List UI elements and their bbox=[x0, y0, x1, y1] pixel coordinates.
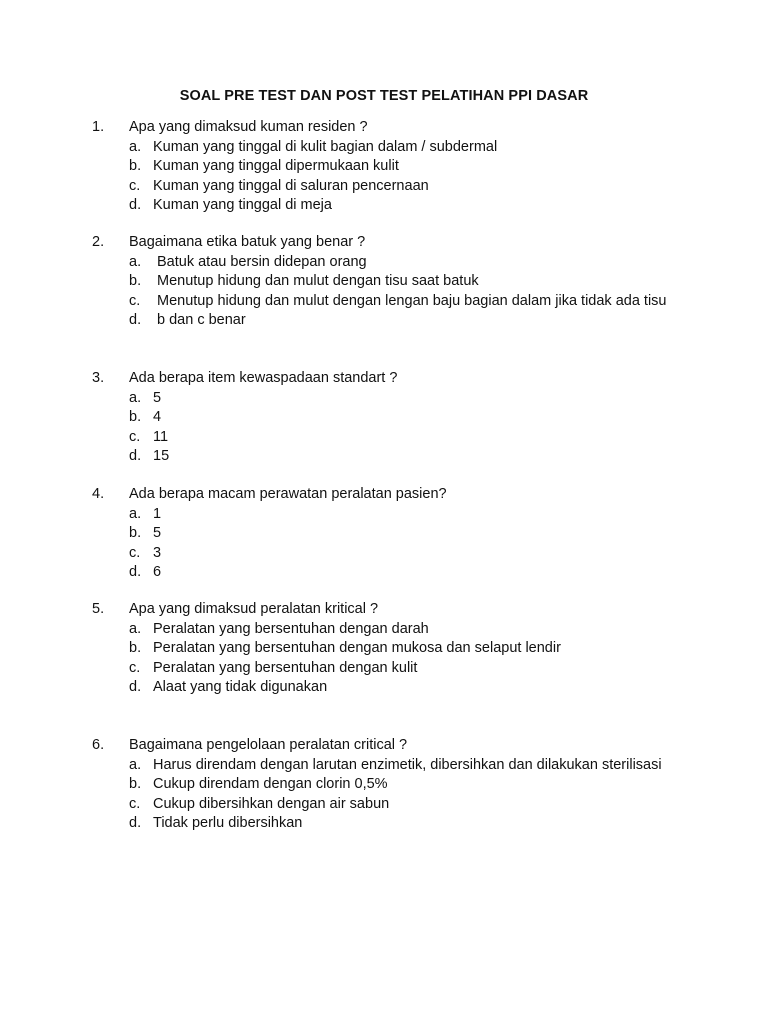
option-text: Batuk atau bersin didepan orang bbox=[157, 253, 367, 270]
option-text: Cukup direndam dengan clorin 0,5% bbox=[153, 776, 388, 792]
option-c bbox=[92, 177, 676, 197]
options-list bbox=[92, 253, 676, 331]
question-header bbox=[92, 485, 676, 505]
question-header bbox=[92, 118, 676, 138]
option-letter: d. bbox=[129, 197, 142, 213]
question-text: Apa yang dimaksud kuman residen ? bbox=[129, 119, 368, 135]
question-header bbox=[92, 736, 676, 756]
option-text: Kuman yang tinggal di kulit bagian dalam / subdermal bbox=[153, 138, 498, 155]
question-number: 5. bbox=[92, 601, 105, 617]
option-letter: b. bbox=[129, 640, 142, 656]
option-letter: c. bbox=[129, 292, 141, 309]
option-letter: b. bbox=[129, 776, 142, 792]
option-b bbox=[92, 272, 676, 292]
option-c bbox=[92, 795, 676, 815]
option-text: Alaat yang tidak digunakan bbox=[153, 679, 328, 695]
option-d bbox=[92, 196, 676, 216]
option-a bbox=[92, 253, 676, 273]
option-b bbox=[92, 639, 676, 659]
option-text: Kuman yang tinggal dipermukaan kulit bbox=[153, 158, 399, 174]
question-text: Bagaimana etika batuk yang benar ? bbox=[129, 234, 366, 250]
question-3 bbox=[92, 369, 676, 467]
option-text: Cukup dibersihkan dengan air sabun bbox=[153, 795, 390, 812]
option-c bbox=[92, 659, 676, 679]
option-b bbox=[92, 408, 676, 428]
option-c bbox=[92, 292, 676, 312]
option-text: Harus direndam dengan larutan enzimetik, dibersihkan dan dilakukan sterilisasi bbox=[153, 756, 662, 773]
option-a bbox=[92, 505, 676, 525]
option-b bbox=[92, 524, 676, 544]
option-letter: c. bbox=[129, 659, 141, 676]
question-4 bbox=[92, 485, 676, 583]
option-letter: c. bbox=[129, 544, 141, 561]
question-number: 6. bbox=[92, 737, 105, 753]
question-text: Ada berapa macam perawatan peralatan pasien? bbox=[129, 486, 447, 502]
option-d bbox=[92, 311, 676, 331]
option-letter: d. bbox=[129, 815, 142, 831]
option-a bbox=[92, 756, 676, 776]
question-number: 1. bbox=[92, 119, 105, 135]
question-5 bbox=[92, 600, 676, 698]
question-2 bbox=[92, 233, 676, 331]
option-text: 5 bbox=[153, 525, 162, 541]
option-text: Peralatan yang bersentuhan dengan darah bbox=[153, 620, 429, 637]
option-text: Kuman yang tinggal di meja bbox=[153, 197, 332, 213]
option-letter: b. bbox=[129, 409, 142, 425]
question-text: Apa yang dimaksud peralatan kritical ? bbox=[129, 601, 379, 617]
option-text: Peralatan yang bersentuhan dengan mukosa dan selaput lendir bbox=[153, 640, 561, 656]
option-letter: a. bbox=[129, 620, 142, 637]
option-a bbox=[92, 138, 676, 158]
question-6 bbox=[92, 736, 676, 834]
option-text: 3 bbox=[153, 544, 162, 561]
option-d bbox=[92, 678, 676, 698]
question-header bbox=[92, 233, 676, 253]
question-text: Bagaimana pengelolaan peralatan critical ? bbox=[129, 737, 408, 753]
question-text: Ada berapa item kewaspadaan standart ? bbox=[129, 370, 398, 386]
option-text: Kuman yang tinggal di saluran pencernaan bbox=[153, 177, 429, 194]
option-d bbox=[92, 814, 676, 834]
document-title: SOAL PRE TEST DAN POST TEST PELATIHAN PPI DASAR bbox=[179, 88, 589, 104]
option-b bbox=[92, 775, 676, 795]
options-list bbox=[92, 138, 676, 216]
option-letter: b. bbox=[129, 525, 142, 541]
option-c bbox=[92, 428, 676, 448]
question-number: 4. bbox=[92, 486, 105, 502]
option-text: 4 bbox=[153, 409, 162, 425]
option-letter: a. bbox=[129, 505, 142, 522]
option-text: Menutup hidung dan mulut dengan lengan baju bagian dalam jika tidak ada tisu bbox=[157, 292, 667, 309]
question-1 bbox=[92, 118, 676, 216]
option-letter: c. bbox=[129, 795, 141, 812]
question-header bbox=[92, 369, 676, 389]
question-header bbox=[92, 600, 676, 620]
option-letter: b. bbox=[129, 158, 142, 174]
option-text: 6 bbox=[153, 564, 162, 580]
option-c bbox=[92, 544, 676, 564]
options-list bbox=[92, 620, 676, 698]
option-letter: a. bbox=[129, 756, 142, 773]
option-text: 5 bbox=[153, 389, 162, 406]
option-text: 11 bbox=[153, 428, 169, 445]
option-text: 15 bbox=[153, 448, 170, 464]
option-letter: c. bbox=[129, 177, 141, 194]
option-text: Menutup hidung dan mulut dengan tisu saat batuk bbox=[157, 273, 479, 289]
option-a bbox=[92, 620, 676, 640]
option-letter: a. bbox=[129, 389, 142, 406]
option-letter: d. bbox=[129, 448, 142, 464]
option-letter: d. bbox=[129, 679, 142, 695]
option-letter: d. bbox=[129, 564, 142, 580]
option-letter: a. bbox=[129, 138, 142, 155]
option-text: Tidak perlu dibersihkan bbox=[153, 815, 303, 831]
options-list bbox=[92, 389, 676, 467]
option-b bbox=[92, 157, 676, 177]
option-letter: d. bbox=[129, 312, 142, 328]
option-d bbox=[92, 447, 676, 467]
option-text: 1 bbox=[153, 505, 162, 522]
option-a bbox=[92, 389, 676, 409]
question-number: 2. bbox=[92, 234, 105, 250]
option-d bbox=[92, 563, 676, 583]
option-text: b dan c benar bbox=[157, 312, 246, 328]
option-letter: c. bbox=[129, 428, 141, 445]
option-text: Peralatan yang bersentuhan dengan kulit bbox=[153, 659, 418, 676]
options-list bbox=[92, 756, 676, 834]
question-number: 3. bbox=[92, 370, 105, 386]
option-letter: b. bbox=[129, 273, 142, 289]
options-list bbox=[92, 505, 676, 583]
option-letter: a. bbox=[129, 253, 142, 270]
